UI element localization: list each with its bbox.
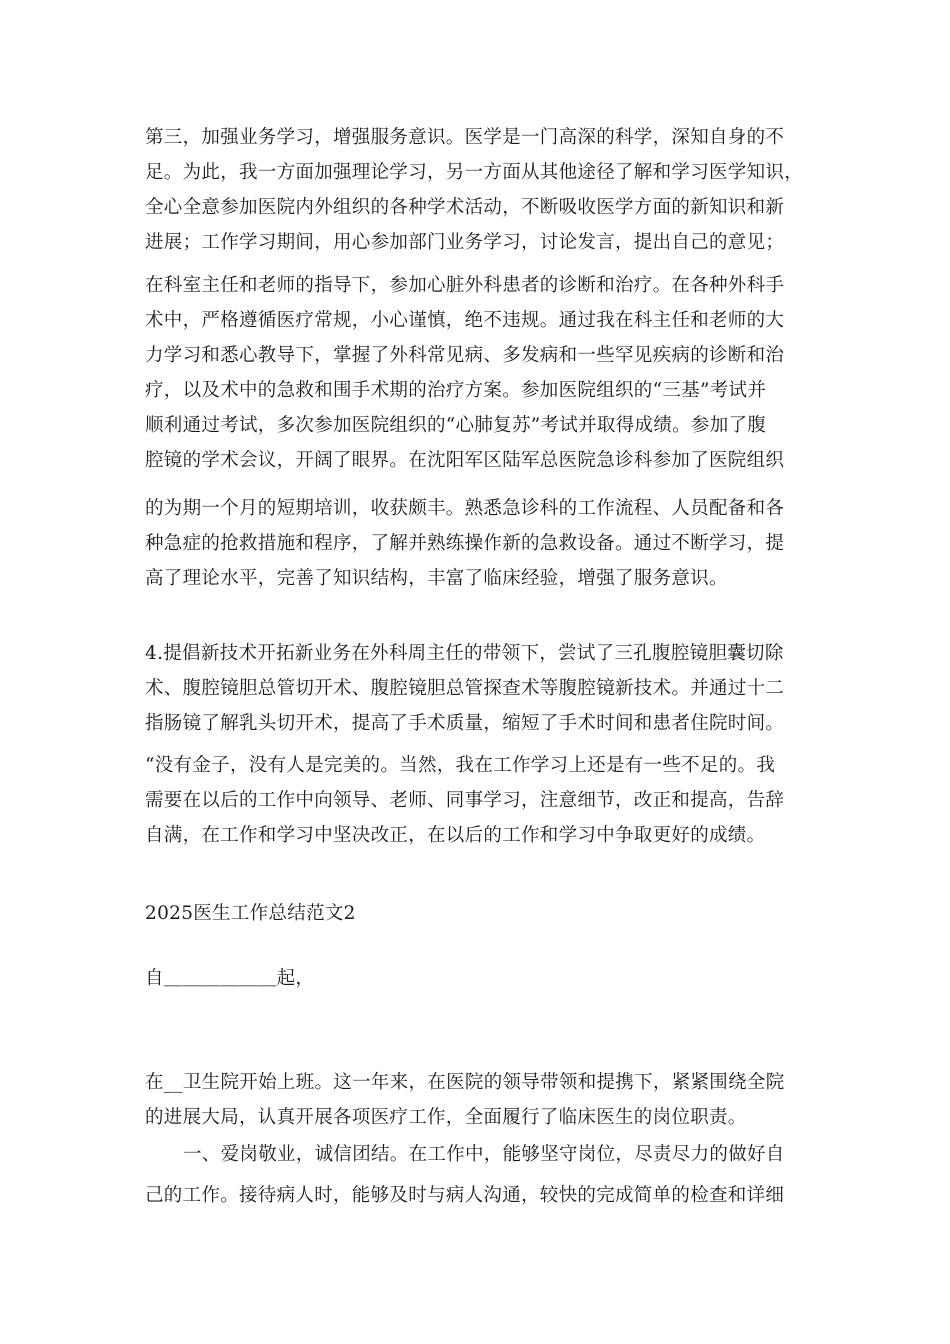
paragraph-2-line-1: 4.提倡新技术开拓新业务在外科周主任的带领下，尝试了三孔腹腔镜胆囊切除 [145,643,784,664]
date-line: 自＿＿＿＿＿＿起， [145,968,315,989]
paragraph-1-line-10: 腔镜的学术会议，开阔了眼界。在沈阳军区陆军总医院急诊科参加了医院组织 [145,450,785,471]
paragraph-6-line-1: 一、爱岗敬业，诚信团结。在工作中，能够坚守岗位，尽责尽力的做好自 [183,1144,785,1165]
paragraph-1-line-11: 的为期一个月的短期培训，收获颇丰。熟悉急诊科的工作流程、人员配备和各 [145,498,785,519]
paragraph-1-line-5: 在科室主任和老师的指导下，参加心脏外科患者的诊断和治疗。在各种外科手 [145,275,785,296]
paragraph-2-line-6: 自满，在工作和学习中坚决改正，在以后的工作和学习中争取更好的成绩。 [145,825,766,846]
paragraph-1-line-3: 全心全意参加医院内外组织的各种学术活动，不断吸收医学方面的新知识和新 [145,197,785,218]
paragraph-1-line-7: 力学习和悉心教导下，掌握了外科常见病、多发病和一些罕见疾病的诊断和治 [145,345,785,366]
paragraph-1-line-6: 术中，严格遵循医疗常规，小心谨慎，绝不违规。通过我在科主任和老师的大 [145,310,785,331]
paragraph-1-line-4: 进展；工作学习期间，用心参加部门业务学习，讨论发言，提出自己的意见； [145,232,785,253]
section-heading: 2025医生工作总结范文2 [145,903,356,924]
paragraph-1-line-2: 足。为此，我一方面加强理论学习，另一方面从其他途径了解和学习医学知识， [145,162,804,183]
paragraph-5-line-2: 的进展大局，认真开展各项医疗工作，全面履行了临床医生的岗位职责。 [145,1107,747,1128]
paragraph-5-line-1: 在__卫生院开始上班。这一年来，在医院的领导带领和提携下，紧紧围绕全院 [145,1072,785,1093]
paragraph-2-line-3: 指肠镜了解乳头切开术，提高了手术质量，缩短了手术时间和患者住院时间。 [145,713,785,734]
paragraph-1-line-9: 顺利通过考试，多次参加医院组织的“心肺复苏”考试并取得成绩。参加了腹 [145,415,767,436]
paragraph-1-line-12: 种急症的抢救措施和程序，了解并熟练操作新的急救设备。通过不断学习，提 [145,533,785,554]
paragraph-2-line-4: “没有金子，没有人是完美的。当然，我在工作学习上还是有一些不足的。我 [145,755,776,776]
paragraph-2-line-5: 需要在以后的工作中向领导、老师、同事学习，注意细节，改正和提高，告辞 [145,790,785,811]
paragraph-6-line-2: 己的工作。接待病人时，能够及时与病人沟通，较快的完成简单的检查和详细 [145,1185,785,1206]
paragraph-1-line-13: 高了理论水平，完善了知识结构，丰富了临床经验，增强了服务意识。 [145,568,728,589]
paragraph-1-line-1: 第三，加强业务学习，增强服务意识。医学是一门高深的科学，深知自身的不 [145,127,785,148]
paragraph-2-line-2: 术、腹腔镜胆总管切开术、腹腔镜胆总管探查术等腹腔镜新技术。并通过十二 [145,678,785,699]
paragraph-1-line-8: 疗，以及术中的急救和围手术期的治疗方案。参加医院组织的“三基”考试并 [145,380,767,401]
